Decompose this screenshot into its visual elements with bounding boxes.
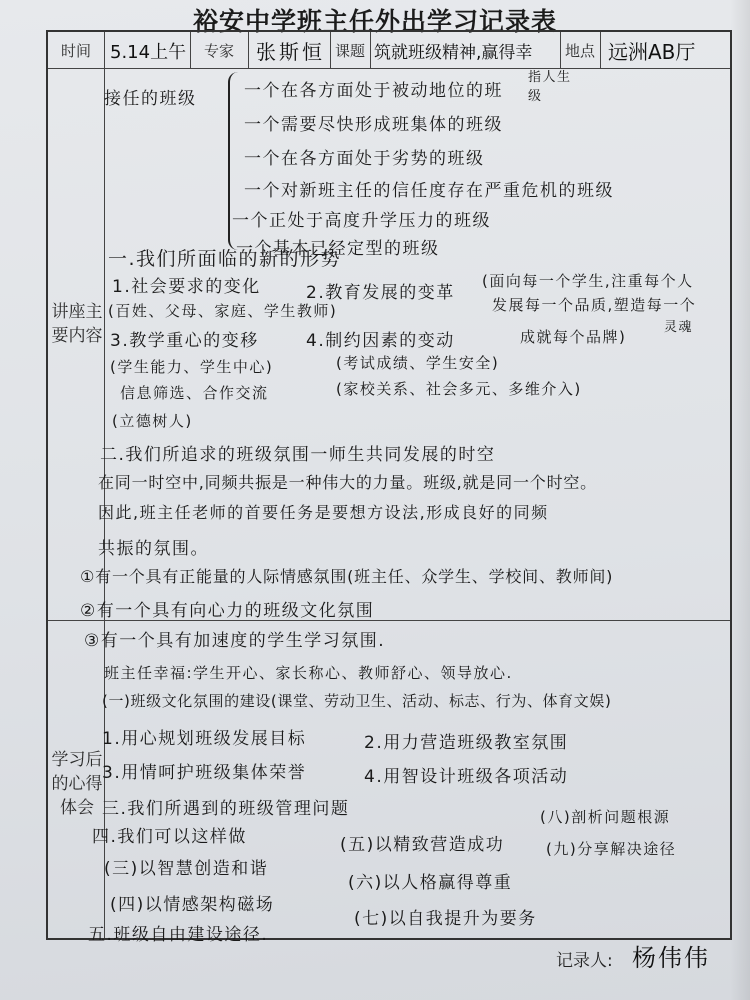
header-row-divider (48, 68, 730, 69)
time-label: 时间 (60, 42, 91, 60)
branch-item: 一个正处于高度升学压力的班级 (232, 211, 491, 231)
teacher-happiness: 班主任幸福:学生开心、家长称心、教师舒心、领导放心. (104, 664, 513, 682)
col-divider-expert-label (248, 32, 249, 68)
reflection-section-label: 学习后的心得体会 (51, 750, 103, 818)
col-divider-place-label (600, 32, 601, 68)
class-culture-heading: (一)班级文化氛围的建设(课堂、劳动卫生、活动、标志、行为、体育文娱) (102, 692, 612, 710)
expert-value: 张斯恒 (256, 40, 325, 64)
part1-point2-note: (面向每一个学生,注重每个人 (482, 272, 694, 290)
col-divider-topic-label (370, 32, 371, 68)
part1-point2-note: 灵魂 (664, 320, 694, 335)
part2-line: 因此,班主任老师的首要任务是要想方设法,形成良好的同频 (98, 503, 549, 522)
part1-point3-detail: (学生能力、学生中心) (110, 358, 274, 376)
approach-item: (六)以人格赢得尊重 (348, 873, 513, 893)
recorder-label: 记录人: (556, 951, 613, 971)
part1-point4: 4.制约因素的变动 (306, 331, 455, 351)
place-value: 远洲AB厅 (608, 40, 696, 64)
part4-heading: 四.我们可以这样做 (92, 827, 247, 847)
topic-value: 筑就班级精神,赢得幸 (374, 43, 533, 63)
approach-item: (三)以智慧创造和谐 (104, 859, 269, 879)
lecture-intro: 接任的班级 (104, 89, 197, 109)
part5-heading: 五.班级自由建设途径. (88, 925, 269, 945)
part1-point3: 3.教学重心的变移 (110, 331, 259, 351)
part1-point2-note: 发展每一个品质,塑造每一个 (492, 296, 697, 314)
part2-line: 共振的氛围。 (98, 539, 209, 559)
branch-note: 指人生级 (528, 70, 572, 104)
approach-item: (七)以自我提升为要务 (354, 909, 537, 929)
paper-edge-shadow (730, 0, 750, 1000)
approach-item: (九)分享解决途径 (546, 840, 677, 858)
atmosphere-item-3: ③有一个具有加速度的学生学习氛围. (84, 631, 386, 651)
branch-item: 一个在各方面处于劣势的班级 (244, 149, 485, 169)
time-value: 5.14上午 (110, 42, 187, 63)
branch-item: 一个需要尽快形成班集体的班级 (244, 115, 503, 135)
atmosphere-item-1: ①有一个具有正能量的人际情感氛围(班主任、众学生、学校间、教师间) (80, 567, 614, 586)
part1-point3-detail: (立德树人) (112, 412, 193, 430)
col-divider-time (104, 32, 105, 68)
approach-item: (八)剖析问题根源 (540, 808, 671, 826)
culture-point: 4.用智设计班级各项活动 (364, 767, 569, 787)
recorder-name: 杨伟伟 (632, 944, 710, 972)
part1-heading: 一.我们所面临的新的形势 (108, 248, 342, 270)
branch-item: 一个基本已经定型的班级 (236, 239, 440, 259)
part1-point2: 2.教育发展的变革 (306, 283, 455, 303)
culture-point: 1.用心规划班级发展目标 (102, 729, 307, 749)
part1-point3-detail: 信息筛选、合作交流 (120, 384, 269, 402)
part1-point4-detail: (考试成绩、学生安全) (336, 354, 500, 372)
place-label: 地点 (564, 42, 595, 60)
approach-item: (五)以精致营造成功 (340, 835, 505, 855)
approach-item: (四)以情感架构磁场 (110, 895, 275, 915)
part1-point1-detail: (百姓、父母、家庭、学生教师) (108, 302, 338, 320)
col-divider-topic-value (560, 32, 561, 68)
part3-heading: 三.我们所遇到的班级管理问题 (102, 799, 350, 819)
culture-point: 3.用情呵护班级集体荣誉 (102, 763, 307, 783)
part1-point4-detail: (家校关系、社会多元、多维介入) (336, 380, 582, 398)
part1-point2-note: 成就每个品牌) (520, 328, 627, 346)
col-divider-expert-value (330, 32, 331, 68)
part2-line: 在同一时空中,同频共振是一种伟大的力量。班级,就是同一个时空。 (98, 473, 597, 492)
atmosphere-item-2: ②有一个具有向心力的班级文化氛围 (80, 601, 375, 621)
branch-item: 一个在各方面处于被动地位的班 (244, 81, 503, 101)
expert-label: 专家 (203, 42, 234, 60)
part1-point1: 1.社会要求的变化 (112, 277, 261, 297)
branch-item: 一个对新班主任的信任度存在严重危机的班级 (244, 181, 614, 201)
culture-point: 2.用力营造班级教室氛围 (364, 733, 569, 753)
part2-line: 二.我们所追求的班级氛围一师生共同发展的时空 (100, 445, 496, 465)
topic-label: 课题 (334, 42, 365, 60)
form-title: 裕安中学班主任外出学习记录表 (192, 7, 557, 36)
col-divider-time-value (190, 32, 191, 68)
lecture-section-label: 讲座主要内容 (51, 302, 103, 346)
